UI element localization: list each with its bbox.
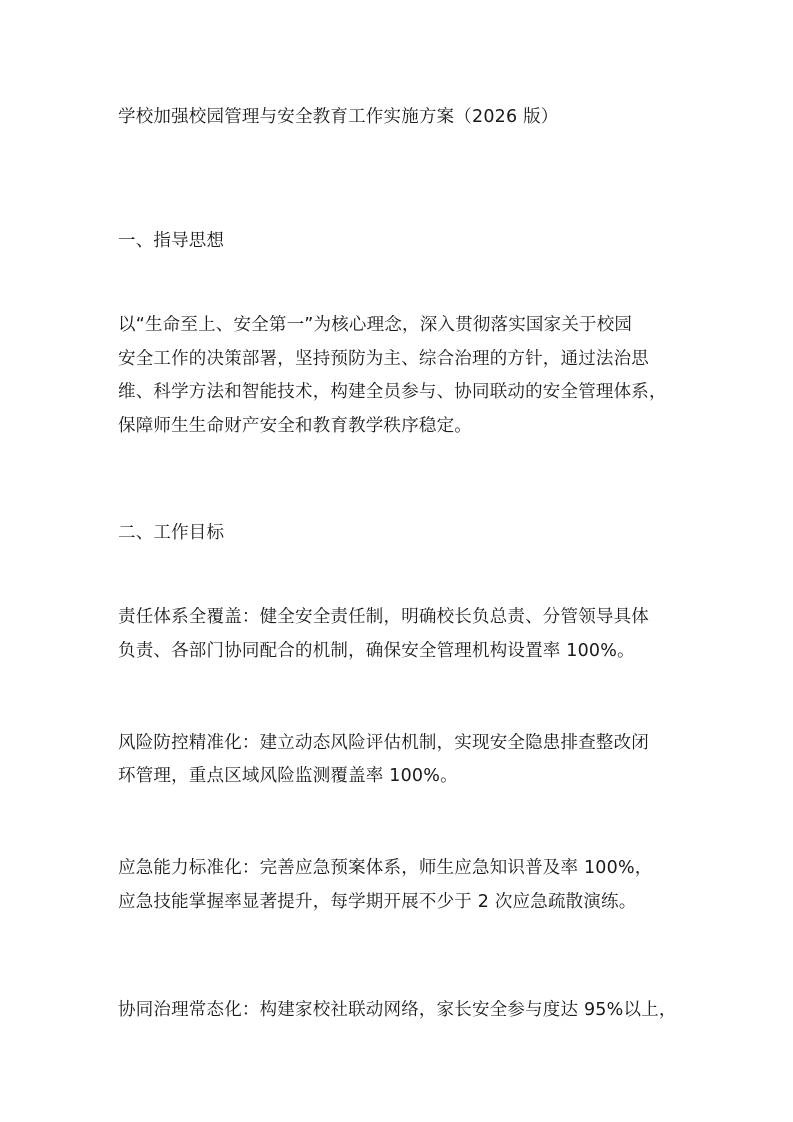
goal-responsibility-line: 责任体系全覆盖：健全安全责任制，明确校长负总责、分管领导具体	[118, 607, 649, 627]
paragraph-line: 保障师生生命财产安全和教育教学秩序稳定。	[118, 416, 472, 436]
paragraph-line: 以“生命至上、安全第一”为核心理念，深入贯彻落实国家关于校园	[118, 315, 633, 335]
goal-emergency-line: 应急能力标准化：完善应急预案体系，师生应急知识普及率 100%，	[118, 858, 653, 878]
goal-risk-control-line: 风险防控精准化：建立动态风险评估机制，实现安全隐患排查整改闭	[118, 733, 649, 753]
document-title: 学校加强校园管理与安全教育工作实施方案（2026 版）	[118, 107, 559, 127]
goal-risk-control-line: 环管理，重点区域风险监测覆盖率 100%。	[118, 766, 458, 786]
goal-emergency-line: 应急技能掌握率显著提升，每学期开展不少于 2 次应急疏散演练。	[118, 892, 637, 912]
paragraph-line: 安全工作的决策部署，坚持预防为主、综合治理的方针，通过法治思	[118, 349, 649, 369]
section-heading-work-goals: 二、工作目标	[118, 523, 225, 543]
paragraph-line: 维、科学方法和智能技术，构建全员参与、协同联动的安全管理体系，	[118, 382, 667, 402]
goal-collaboration-line: 协同治理常态化：构建家校社联动网络，家长安全参与度达 95%以上，	[118, 1000, 677, 1020]
section-heading-guiding-ideology: 一、指导思想	[118, 231, 225, 251]
goal-responsibility-line: 负责、各部门协同配合的机制，确保安全管理机构设置率 100%。	[118, 641, 635, 661]
